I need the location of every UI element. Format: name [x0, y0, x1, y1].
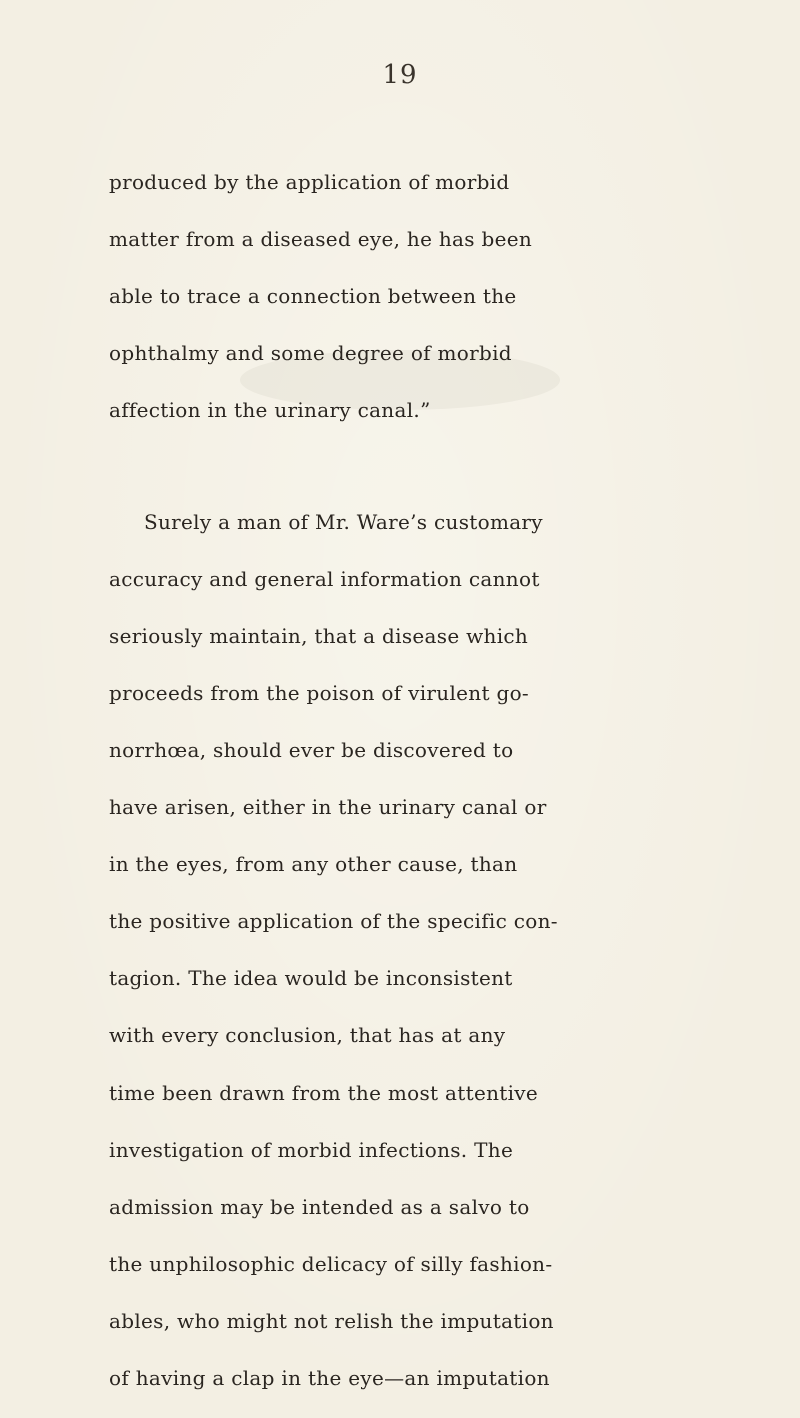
text-line: the positive application of the specific con-	[109, 909, 558, 933]
text-line: norrhœa, should ever be discovered to	[109, 738, 514, 762]
text-line: time been drawn from the most attentive	[109, 1081, 539, 1105]
text-line: admission may be intended as a salvo to	[109, 1195, 530, 1219]
text-line: affection in the urinary canal.”	[109, 398, 431, 422]
text-line: tagion. The idea would be inconsistent	[109, 966, 513, 990]
text-line: produced by the application of morbid	[109, 170, 510, 194]
text-line: with every conclusion, that has at any	[109, 1023, 506, 1047]
text-line: able to trace a connection between the	[109, 284, 517, 308]
text-line: the unphilosophic delicacy of silly fashion-	[109, 1252, 553, 1276]
text-line: have arisen, either in the urinary canal or	[109, 795, 547, 819]
text-line: of having a clap in the eye—an imputation	[109, 1366, 550, 1390]
text-line: matter from a diseased eye, he has been	[109, 227, 533, 251]
text-line: proceeds from the poison of virulent go-	[109, 681, 529, 705]
text-line: accuracy and general information cannot	[109, 567, 540, 591]
text-line: in the eyes, from any other cause, than	[109, 852, 518, 876]
page-number: 19	[382, 60, 418, 90]
text-line: ables, who might not relish the imputation	[109, 1309, 554, 1333]
text-line: seriously maintain, that a disease which	[109, 624, 529, 648]
text-line: investigation of morbid infections. The	[109, 1138, 514, 1162]
text-line: ophthalmy and some degree of morbid	[109, 341, 512, 365]
text-line: Surely a man of Mr. Ware’s customary	[144, 510, 543, 534]
